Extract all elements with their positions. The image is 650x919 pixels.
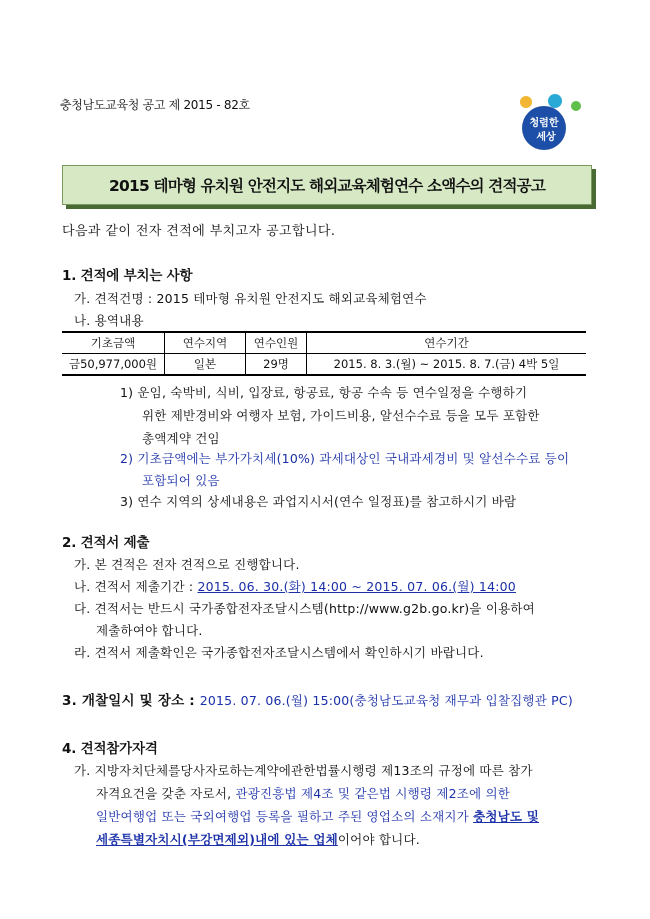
table-cell: 일본	[165, 354, 246, 376]
section-2-heading: 2. 견적서 제출	[62, 535, 150, 551]
section-4-heading: 4. 견적참가자격	[62, 741, 158, 757]
section-1-item-na: 나. 용역내용	[74, 313, 144, 328]
table-header: 연수기간	[307, 332, 587, 354]
intro-text: 다음과 같이 전자 견적에 부치고자 공고합니다.	[62, 224, 336, 239]
table-cell: 금50,977,000원	[62, 354, 165, 376]
svg-text:청렴한: 청렴한	[529, 118, 559, 129]
table-cell: 2015. 8. 3.(월) ~ 2015. 8. 7.(금) 4박 5일	[307, 354, 587, 376]
table-header: 기초금액	[62, 332, 165, 354]
clean-world-logo	[510, 84, 590, 154]
section-2-item-ga: 가. 본 견적은 전자 견적으로 진행합니다.	[74, 557, 300, 572]
section-2-item-na	[74, 577, 516, 595]
section-3	[62, 689, 573, 709]
section-1-item-ga: 가. 견적건명 : 2015 테마형 유치원 안전지도 해외교육체험연수	[74, 291, 427, 306]
section-4-line-3	[96, 807, 539, 825]
note-2-line-1: 2) 기초금액에는 부가가치세(10%) 과세대상인 국내과세경비 및 알선수수료 등이	[120, 451, 570, 466]
qualification-ending: 이어야 합니다.	[337, 832, 420, 847]
section-4-line-2	[96, 784, 510, 802]
opening-detail: 2015. 07. 06.(월) 15:00(충청남도교육청 재무과 입찰집행관 PC)	[199, 693, 573, 708]
qualification-region: 충청남도 및	[473, 809, 540, 824]
note-3: 3) 연수 지역의 상세내용은 과업지시서(연수 일정표)를 참고하시기 바람	[120, 494, 517, 509]
table-row	[62, 354, 586, 376]
submission-period-label: 나. 견적서 제출기간 :	[74, 579, 198, 594]
note-1-line-2: 위한 제반경비와 여행자 보험, 가이드비용, 알선수수료 등을 모두 포함한	[142, 408, 540, 423]
qualification-registration: 일반여행업 또는 국외여행업 등록을 필하고 주된 영업소의 소재지가	[96, 809, 474, 824]
qualification-region-cont: 세종특별자치시(부강면제외)내에 있는 업체	[96, 832, 338, 847]
section-2-item-ra: 라. 견적서 제출확인은 국가종합전자조달시스템에서 확인하시기 바랍니다.	[74, 645, 484, 660]
section-2-item-da-line-1: 다. 견적서는 반드시 국가종합전자조달시스템(http://www.g2b.go.kr)을 이용하여	[74, 601, 535, 616]
note-2-line-2: 포함되어 있음	[142, 473, 220, 488]
section-3-heading: 3. 개찰일시 및 장소 :	[62, 693, 200, 709]
svg-text:세상: 세상	[536, 132, 556, 143]
table-header-row	[62, 332, 586, 354]
notice-title: 2015 테마형 유치원 안전지도 해외교육체험연수 소액수의 견적공고	[62, 165, 592, 205]
note-1-line-3: 총액계약 건임	[142, 431, 220, 446]
table-cell: 29명	[246, 354, 307, 376]
price-table	[62, 331, 586, 376]
notice-number: 충청남도교육청 공고 제 2015 - 82호	[60, 98, 250, 112]
qualification-law: 관광진흥법 제4조 및 같은법 시행령 제2조에 의한	[235, 786, 511, 801]
qualification-text: 자격요건을 갖춘 자로서,	[96, 786, 236, 801]
submission-period: 2015. 06. 30.(화) 14:00 ~ 2015. 07. 06.(월) 14:00	[197, 579, 516, 594]
section-4-line-4	[96, 830, 420, 848]
note-1-line-1: 1) 운임, 숙박비, 식비, 입장료, 항공료, 항공 수속 등 연수일정을 수행하기	[120, 385, 528, 400]
section-2-item-da-line-2: 제출하여야 합니다.	[96, 623, 203, 638]
table-header: 연수인원	[246, 332, 307, 354]
section-1-heading: 1. 견적에 부치는 사항	[62, 268, 193, 284]
section-4-line-1: 가. 지방자치단체를당사자로하는계약에관한법률시행령 제13조의 규정에 따른 참가	[74, 763, 533, 778]
table-header: 연수지역	[165, 332, 246, 354]
